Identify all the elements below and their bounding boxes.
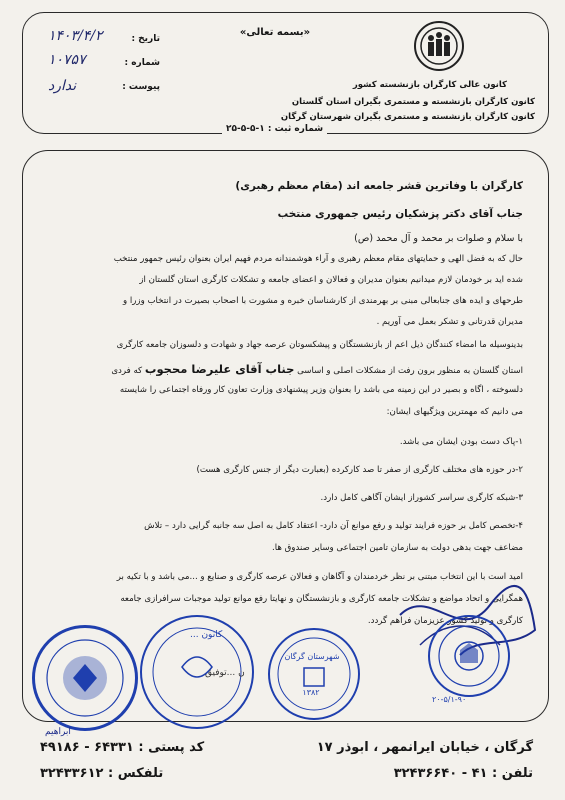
stamp-center <box>268 628 360 720</box>
list-item: مضاعف جهت بدهی دولت به سازمان تامین اجتماعی وسایر صندوق ها. <box>272 543 523 553</box>
list-item: ۱-پاک دست بودن ایشان می باشد. <box>399 437 523 447</box>
para2-text: که فردی <box>111 366 143 376</box>
slogan: کارگران با وفاترین قشر جامعه اند (مقام معظم رهبری) <box>235 180 523 192</box>
closing-line: کارگری و تولید کشور عزیزمان فراهم گردد. <box>367 616 523 626</box>
para2-line: بدینوسیله ما امضاء کنندگان ذیل اعم از بازنشستگان و پیشکسوتان عرصه جهاد و شهادت و دلسوزان جامعه کارگری <box>116 340 523 350</box>
greeting: با سلام و صلوات بر محمد و آل محمد (ص) <box>354 233 523 244</box>
date-label: تاریخ : <box>131 34 160 44</box>
para2-line: می دانیم که مهمترین ویژگیهای ایشان: <box>386 407 523 417</box>
bismillah: «بسمه تعالی» <box>239 27 311 38</box>
list-item: ۲-در حوزه های مختلف کارگری از صفر تا صد کارکرده (بعبارت دیگر از جنس کارگری هست) <box>196 465 523 475</box>
list-item: ۴-تخصص کامل بر حوزه فرایند تولید و رفع موانع آن دارد- اعتقاد کامل به اصل سه جانبه گرایی دارد – تلاش <box>144 521 523 531</box>
stamp-right-number: ۲۰-۵/۱-۹۰ <box>432 695 467 704</box>
recipient: جناب آقای دکتر پزشکیان رئیس جمهوری منتخب <box>277 208 523 220</box>
org-name-city: کانون کارگران بازنشسته و مستمری بگیران شهرستان گرگان <box>280 112 535 122</box>
stamp-secondary-text: کانون ... <box>190 630 223 640</box>
candidate-name: جناب آقای علیرضا محجوب <box>144 362 295 376</box>
para1-line: حال که به فضل الهی و حمایتهای مقام معظم رهبری و آراء هوشمندانه مردم فهیم ایران بعنوان رئیس جمهور منتخب <box>113 254 523 264</box>
org-name-national: کانون عالی کارگران بازنشسته کشور <box>352 80 507 90</box>
attachment-handwritten: ندارد <box>48 78 77 94</box>
footer-fax: تلفکس : ۳۲۴۳۳۶۱۲ <box>40 766 164 781</box>
org-name-province: کانون کارگران بازنشسته و مستمری بگیران استان گلستان <box>291 97 535 107</box>
stamp-center-emblem-icon <box>270 630 358 718</box>
closing-line: امید است با این انتخاب مبتنی بر نظر خردمندان و آگاهان و فعالان عرصه کارگری و صنایع و ...می باشد و با تکیه بر <box>116 572 523 582</box>
footer-postal: کد پستی : ۶۴۳۳۱ - ۴۹۱۸۶ <box>40 740 205 755</box>
para1-line: شده اید بر خودمان لازم میدانیم بعنوان مدیران و فعالان و اعضای جامعه و تشکلات کارگری استان گلستان از <box>139 275 523 285</box>
number-label: شماره : <box>124 58 160 68</box>
footer-phone: تلفن : ۴۱ - ۳۲۴۳۶۶۴۰ <box>393 766 533 781</box>
stamp-left-emblem-icon <box>35 628 135 728</box>
stamp-right-emblem-icon <box>430 617 508 695</box>
list-item: ۳-شبکه کارگری سراسر کشوراز ایشان آگاهی کامل دارد. <box>320 493 523 503</box>
stamp-left <box>32 625 138 731</box>
stamp-center-title: شهرستان گرگان <box>284 652 340 661</box>
closing-line: همگرایی و اتحاد مواضع و تشکلات جامعه کارگری و بازنشستگان و نهایتا رفع موانع تولید موجبات سرافرازی جامعه <box>120 594 523 604</box>
number-handwritten: ۱۰۷۵۷ <box>48 52 86 68</box>
stamp-partial-text: ن ...توفیق <box>205 668 245 678</box>
date-handwritten: ۱۴۰۳/۴/۲ <box>48 28 103 44</box>
stamp-center-number: ۱۳۸۲ <box>302 688 320 697</box>
attachment-label: پیوست : <box>122 82 160 92</box>
signature-name: ابراهیم <box>45 727 71 737</box>
para1-line: مدیران قدرتانی و تشکر بعمل می آوریم . <box>376 317 523 327</box>
para2-line: دلسوخته ، اگاه و بصیر در این زمینه می باشد را بعنوان وزیر پیشنهادی وزارت تعاون کار ورفاه اجتماعی را شایسته <box>119 385 523 395</box>
para2-text: استان گلستان به منظور برون رفت از مشکلات اصلی و اساسی <box>297 366 523 376</box>
stamp-right <box>428 615 510 697</box>
para1-line: طرحهای و ایده های جنابعالی مبنی بر بهرمندی از کارشناسان خبره و مشورت با اصحاب بصیرت در انتخاب وزرا و <box>123 296 523 306</box>
footer-address: گرگان ، خیابان ایرانمهر ، ابوذر ۱۷ <box>316 740 533 755</box>
para2-line <box>111 362 523 376</box>
organization-logo-icon <box>413 20 465 72</box>
registration-number: شماره ثبت : ۱-۵-۵-۲۵ <box>222 124 327 134</box>
